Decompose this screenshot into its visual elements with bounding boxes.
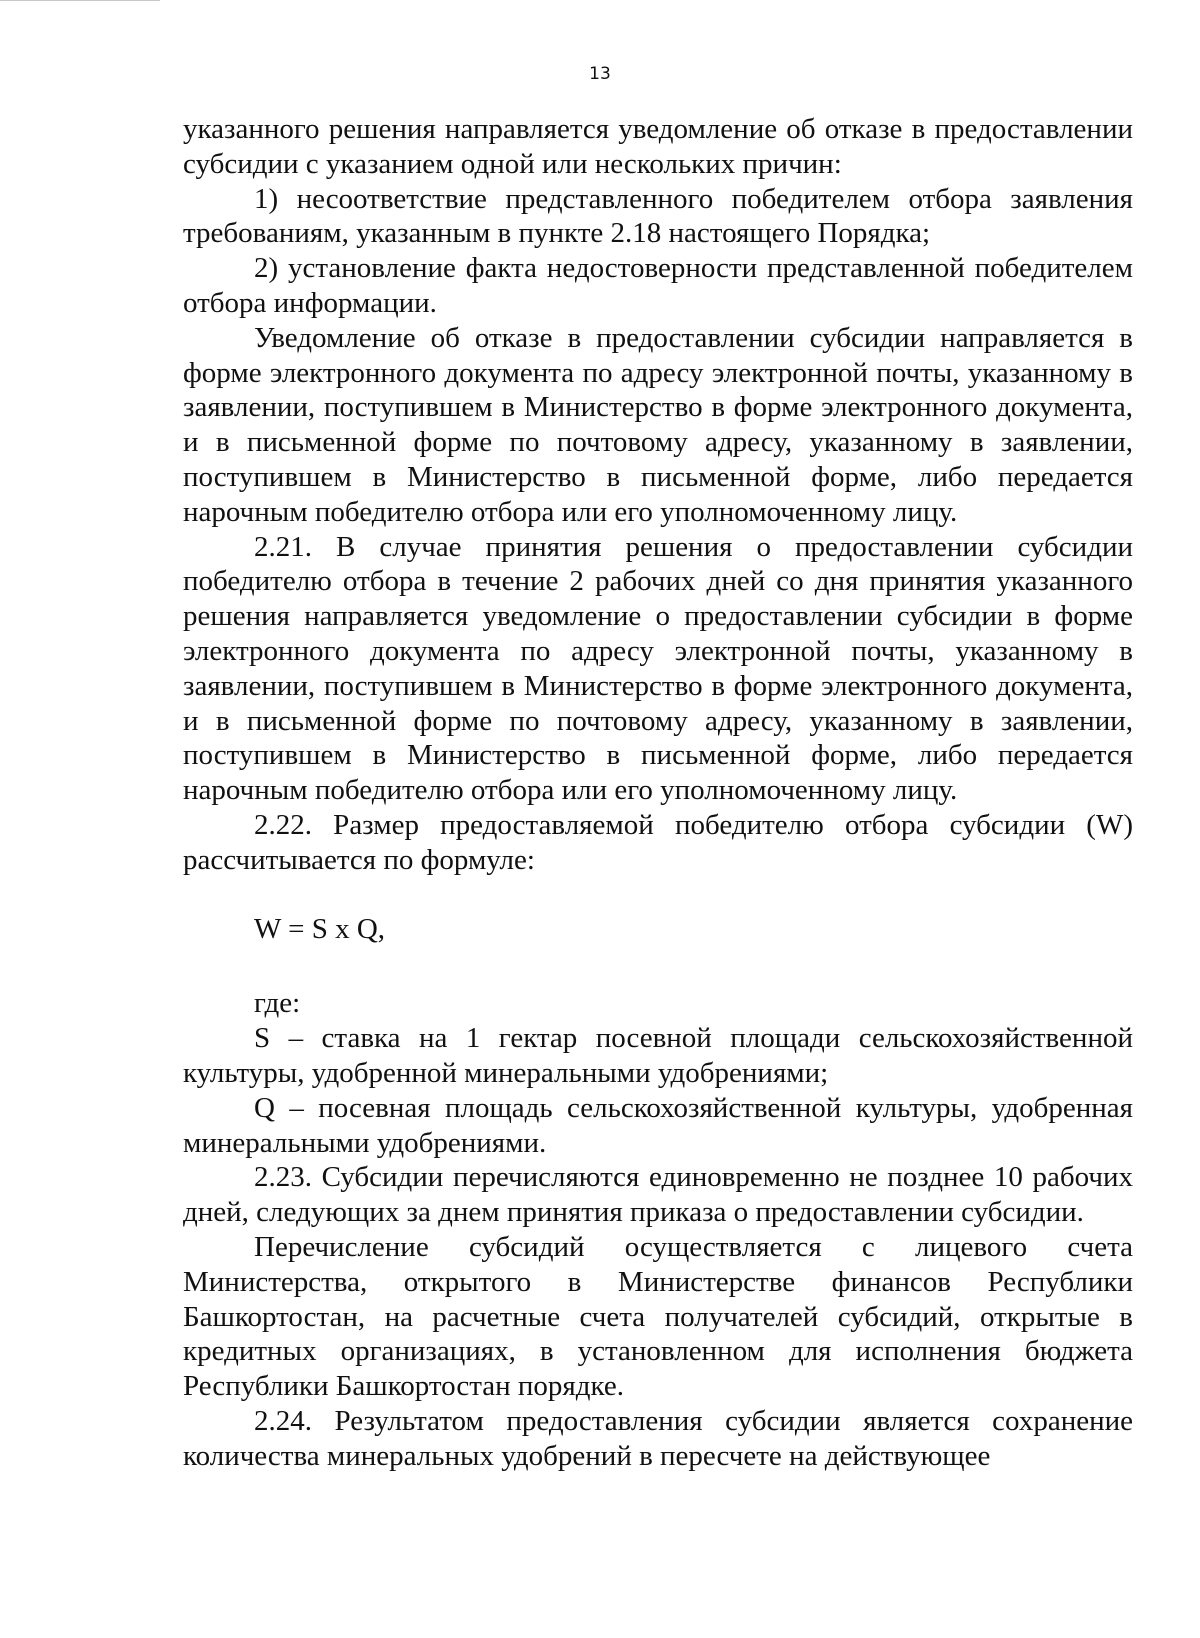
document-body: [183, 112, 1133, 1473]
scan-edge-mark: [0, 0, 160, 7]
paragraph-2-21: 2.21. В случае принятия решения о предоставлении субсидии победителю отбора в течение 2 рабочих дней со дня принятия указанного решения направляется уведомление о предоставлении субсидии в форме электронного документа по адресу электронной почты, указанному в заявлении, поступившем в Министерство в форме электронного документа, и в письменной форме по почтовому адресу, указанному в заявлении, поступившем в Министерство в письменной форме, либо передается нарочным победителю отбора или его уполномоченному лицу.: [183, 530, 1133, 807]
list-item-reason-1: 1) несоответствие представленного победителем отбора заявления требованиям, указанным в пункте 2.18 настоящего Порядка;: [183, 182, 1133, 250]
paragraph-refusal-intro: указанного решения направляется уведомление об отказе в предоставлении субсидии с указанием одной или нескольких причин:: [183, 113, 1133, 180]
paragraph-refusal-notice: Уведомление об отказе в предоставлении субсидии направляется в форме электронного документа по адресу электронной почты, указанному в заявлении, поступившем в Министерство в форме электронного документа, и в письменной форме по почтовому адресу, указанному в заявлении, поступившем в Министерство в письменной форме, либо передается нарочным победителю отбора или его уполномоченному лицу.: [183, 321, 1133, 528]
paragraph-2-24: 2.24. Результатом предоставления субсидии является сохранение количества минеральных удобрений в пересчете на действующее: [183, 1404, 1133, 1472]
list-item-reason-2: 2) установление факта недостоверности представленной победителем отбора информации.: [183, 252, 1133, 319]
paragraph-transfer: Перечисление субсидий осуществляется с лицевого счета Министерства, открытого в Министерстве финансов Республики Башкортостан, на расчетные счета получателей субсидий, открытые в кредитных организациях, в установленном для исполнения бюджета Республики Башкортостан порядке.: [183, 1230, 1133, 1403]
definition-q: Q – посевная площадь сельскохозяйственной культуры, удобренная минеральными удобрениями.: [183, 1091, 1133, 1159]
definition-s: S – ставка на 1 гектар посевной площади сельскохозяйственной культуры, удобренной минеральными удобрениями;: [183, 1022, 1133, 1089]
where-label: где:: [254, 987, 301, 1020]
paragraph-2-23: 2.23. Субсидии перечисляются единовременно не позднее 10 рабочих дней, следующих за днем принятия приказа о предоставлении субсидии.: [183, 1161, 1133, 1229]
paragraph-2-22: 2.22. Размер предоставляемой победителю отбора субсидии (W) рассчитывается по формуле:: [183, 808, 1133, 876]
page-number: 13: [589, 64, 611, 84]
formula: W = S x Q,: [254, 912, 386, 945]
